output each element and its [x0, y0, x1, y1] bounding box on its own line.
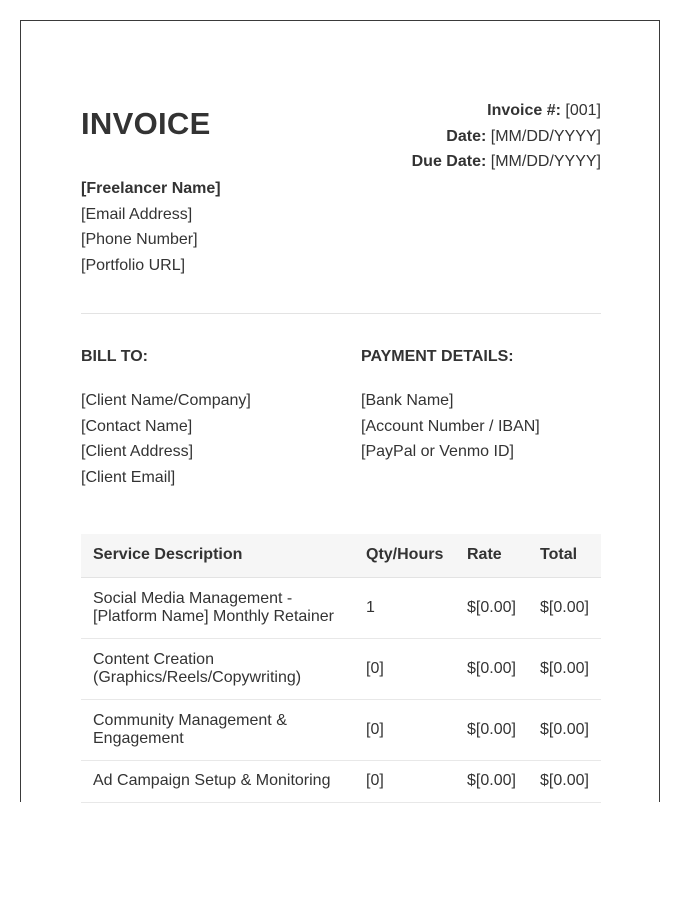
invoice-number-value: [001]	[565, 102, 601, 119]
invoice-date-value: [MM/DD/YYYY]	[490, 127, 601, 145]
service-total: $[0.00]	[528, 699, 601, 760]
bank-name: [Bank Name]	[361, 392, 454, 409]
service-qty: [0]	[354, 638, 455, 699]
table-row	[81, 638, 601, 699]
freelancer-name: [Freelancer Name]	[81, 180, 221, 197]
column-header-description: Service Description	[81, 534, 354, 577]
payment-details-block	[361, 388, 540, 465]
service-description-line: Content Creation	[93, 650, 214, 668]
table-row	[81, 760, 601, 802]
client-email: [Client Email]	[81, 468, 176, 486]
table-header-row	[81, 534, 601, 577]
invoice-meta	[412, 98, 601, 175]
section-divider	[81, 313, 601, 314]
bill-to-heading: BILL TO:	[81, 348, 148, 365]
column-header-total: Total	[528, 534, 601, 577]
service-rate: $[0.00]	[455, 638, 528, 699]
column-header-rate: Rate	[455, 534, 528, 577]
service-qty: [0]	[354, 760, 455, 802]
invoice-date-row	[412, 124, 601, 150]
payment-details-heading: PAYMENT DETAILS:	[361, 348, 514, 365]
service-description	[81, 760, 354, 802]
service-rate: $[0.00]	[455, 760, 528, 802]
invoice-number-label: Invoice #:	[487, 102, 561, 119]
invoice-date-label: Date:	[446, 127, 487, 145]
service-description	[81, 699, 354, 760]
due-date-label: Due Date:	[411, 153, 487, 170]
column-header-qty: Qty/Hours	[354, 534, 455, 577]
service-description-line: [Platform Name] Monthly Retainer	[93, 607, 334, 625]
client-address: [Client Address]	[81, 443, 194, 460]
bill-to-block	[81, 388, 251, 490]
table-row	[81, 699, 601, 760]
freelancer-email: [Email Address]	[81, 205, 193, 223]
table-row	[81, 577, 601, 638]
sender-info	[81, 176, 221, 278]
service-description-line: Ad Campaign Setup & Monitoring	[93, 772, 331, 789]
service-description-line: Social Media Management -	[93, 589, 293, 607]
service-description-line: Community Management &	[93, 711, 287, 729]
invoice-number-row	[412, 98, 601, 124]
freelancer-phone: [Phone Number]	[81, 231, 198, 248]
service-rate: $[0.00]	[455, 699, 528, 760]
service-rate: $[0.00]	[455, 577, 528, 638]
invoice-title: INVOICE	[81, 106, 211, 141]
due-date-row	[412, 149, 601, 175]
service-total: $[0.00]	[528, 638, 601, 699]
service-qty: 1	[354, 577, 455, 638]
service-qty: [0]	[354, 699, 455, 760]
service-total: $[0.00]	[528, 760, 601, 802]
client-contact: [Contact Name]	[81, 417, 193, 435]
client-name: [Client Name/Company]	[81, 392, 251, 409]
due-date-value: [MM/DD/YYYY]	[490, 153, 601, 170]
service-description-line: (Graphics/Reels/Copywriting)	[93, 668, 302, 686]
paypal-venmo-id: [PayPal or Venmo ID]	[361, 443, 514, 460]
account-number: [Account Number / IBAN]	[361, 417, 540, 435]
service-total: $[0.00]	[528, 577, 601, 638]
service-description-line: Engagement	[93, 729, 184, 747]
service-description	[81, 577, 354, 638]
freelancer-portfolio: [Portfolio URL]	[81, 256, 186, 274]
services-table	[81, 534, 601, 803]
service-description	[81, 638, 354, 699]
